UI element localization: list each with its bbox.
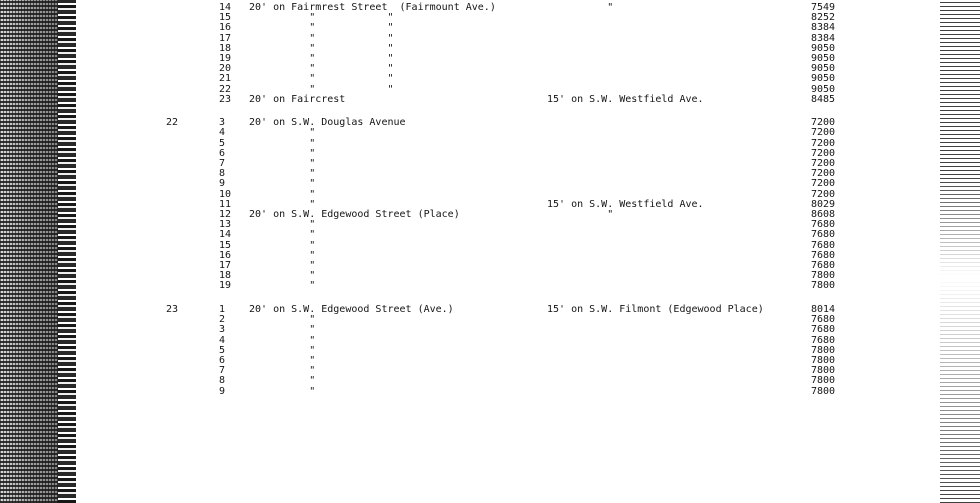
- frontage-description: ": [249, 280, 316, 292]
- ledger-row: [0, 386, 980, 398]
- lot-number: 9: [219, 178, 226, 190]
- frontage-description: " ": [249, 32, 394, 44]
- assessed-value: 7200: [811, 168, 836, 180]
- frontage-description: 20' on Fairmrest Street (Fairmount Ave.): [249, 2, 496, 13]
- lot-number: 20: [219, 63, 232, 75]
- assessed-value: 7800: [811, 375, 836, 387]
- lot-number: 9: [219, 385, 226, 397]
- lot-number: 4: [219, 127, 226, 139]
- lot-number: 17: [219, 32, 232, 44]
- frontage-description: ": [249, 314, 316, 326]
- assessed-value: 8252: [811, 12, 836, 24]
- lot-number: 14: [219, 229, 232, 241]
- assessed-value: 9050: [811, 83, 836, 95]
- assessed-value: 7680: [811, 229, 836, 241]
- frontage-description: ": [249, 354, 316, 366]
- lot-number: 16: [219, 249, 232, 261]
- frontage-description: ": [249, 219, 316, 231]
- lot-number: 15: [219, 239, 232, 251]
- assessed-value: 7200: [811, 188, 836, 200]
- lot-number: 7: [219, 365, 226, 377]
- lot-number: 22: [219, 83, 232, 95]
- assessed-value: 7800: [811, 280, 836, 292]
- assessed-value: 7680: [811, 324, 836, 336]
- lot-number: 19: [219, 280, 232, 292]
- lot-number: 18: [219, 270, 232, 282]
- assessed-value: 8384: [811, 22, 836, 34]
- lot-number: 11: [219, 198, 232, 210]
- assessed-value: 9050: [811, 63, 836, 75]
- assessed-value: 7200: [811, 147, 836, 159]
- lot-number: 8: [219, 375, 226, 387]
- frontage-description: ": [249, 147, 316, 159]
- lot-number: 3: [219, 117, 226, 129]
- frontage-description: 20' on S.W. Douglas Avenue: [249, 117, 406, 129]
- frontage-description: " ": [249, 22, 394, 34]
- assessed-value: 7800: [811, 354, 836, 366]
- assessed-value: 8029: [811, 198, 836, 210]
- frontage-description: ": [249, 127, 316, 139]
- lot-number: 4: [219, 334, 226, 346]
- lot-number: 3: [219, 324, 226, 336]
- frontage-description: ": [249, 229, 316, 241]
- assessed-value: 7680: [811, 334, 836, 346]
- frontage-description: " ": [249, 12, 394, 24]
- assessed-value: 7549: [811, 2, 836, 13]
- frontage-description: 20' on S.W. Edgewood Street (Ave.): [249, 303, 454, 315]
- assessed-value: 7680: [811, 249, 836, 261]
- lot-number: 5: [219, 344, 226, 356]
- lot-number: 15: [219, 12, 232, 24]
- frontage-description: ": [249, 344, 316, 356]
- lot-number: 14: [219, 2, 232, 13]
- frontage-description: ": [249, 270, 316, 282]
- assessed-value: 7800: [811, 365, 836, 377]
- assessed-value: 7680: [811, 239, 836, 251]
- frontage-description: ": [249, 365, 316, 377]
- assessed-value: 9050: [811, 42, 836, 54]
- assessed-value: 8014: [811, 303, 836, 315]
- frontage-description: ": [249, 137, 316, 149]
- assessed-value: 9050: [811, 73, 836, 85]
- side-frontage-description: ": [547, 2, 614, 13]
- frontage-description: 20' on S.W. Edgewood Street (Place): [249, 209, 460, 221]
- frontage-description: ": [249, 375, 316, 387]
- frontage-description: ": [249, 260, 316, 272]
- assessed-value: 7200: [811, 158, 836, 170]
- frontage-description: ": [249, 239, 316, 251]
- frontage-description: ": [249, 385, 316, 397]
- lot-number: 23: [219, 93, 232, 105]
- lot-number: 21: [219, 73, 232, 85]
- frontage-description: " ": [249, 83, 394, 95]
- block-number: 22: [165, 117, 178, 129]
- lot-number: 6: [219, 147, 226, 159]
- assessed-value: 7680: [811, 314, 836, 326]
- assessed-value: 9050: [811, 53, 836, 64]
- assessed-value: 7680: [811, 219, 836, 231]
- ledger-row: [0, 94, 980, 106]
- frontage-description: " ": [249, 42, 394, 54]
- assessed-value: 7800: [811, 385, 836, 397]
- assessed-value: 8485: [811, 93, 836, 105]
- assessed-value: 7200: [811, 137, 836, 149]
- assessed-value: 7680: [811, 260, 836, 272]
- lot-number: 18: [219, 42, 232, 54]
- frontage-description: ": [249, 324, 316, 336]
- lot-number: 12: [219, 209, 232, 221]
- lot-number: 16: [219, 22, 232, 34]
- assessed-value: 7800: [811, 270, 836, 282]
- lot-number: 6: [219, 354, 226, 366]
- lot-number: 8: [219, 168, 226, 180]
- assessed-value: 7800: [811, 344, 836, 356]
- ledger-row: [0, 280, 980, 292]
- lot-number: 17: [219, 260, 232, 272]
- assessed-value: 7200: [811, 127, 836, 139]
- frontage-description: ": [249, 158, 316, 170]
- frontage-description: ": [249, 168, 316, 180]
- lot-number: 2: [219, 314, 226, 326]
- lot-number: 19: [219, 53, 232, 64]
- frontage-description: ": [249, 334, 316, 346]
- assessed-value: 8608: [811, 209, 836, 221]
- frontage-description: " ": [249, 63, 394, 75]
- frontage-description: ": [249, 188, 316, 200]
- side-frontage-description: 15' on S.W. Westfield Ave.: [547, 198, 704, 210]
- frontage-description: ": [249, 198, 316, 210]
- frontage-description: " ": [249, 53, 394, 64]
- side-frontage-description: 15' on S.W. Westfield Ave.: [547, 93, 704, 105]
- assessed-value: 8384: [811, 32, 836, 44]
- side-frontage-description: 15' on S.W. Filmont (Edgewood Place): [547, 303, 764, 315]
- lot-number: 1: [219, 303, 226, 315]
- side-frontage-description: ": [547, 209, 614, 221]
- frontage-description: " ": [249, 73, 394, 85]
- lot-number: 13: [219, 219, 232, 231]
- frontage-description: 20' on Faircrest: [249, 93, 346, 105]
- block-number: 23: [165, 303, 178, 315]
- frontage-description: ": [249, 249, 316, 261]
- frontage-description: ": [249, 178, 316, 190]
- lot-number: 5: [219, 137, 226, 149]
- lot-number: 7: [219, 158, 226, 170]
- lot-number: 10: [219, 188, 232, 200]
- assessed-value: 7200: [811, 178, 836, 190]
- assessed-value: 7200: [811, 117, 836, 129]
